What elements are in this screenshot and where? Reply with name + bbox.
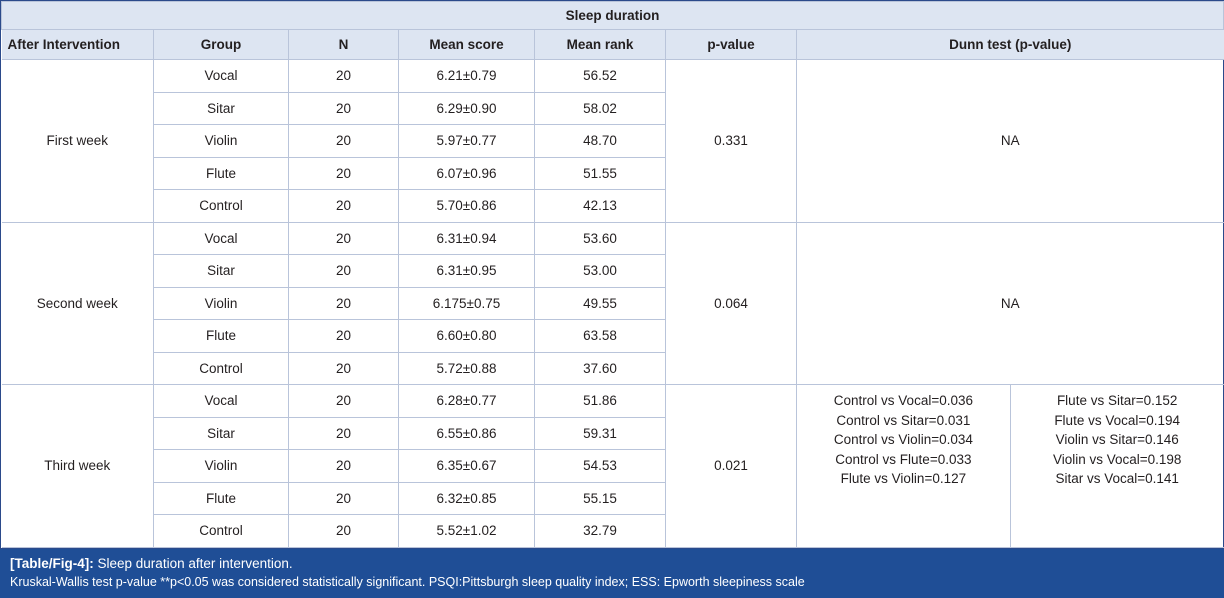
cell-mean-score: 6.21±0.79 [399,60,535,93]
cell-mean-score: 6.32±0.85 [399,482,535,515]
cell-n: 20 [289,320,399,353]
cell-mean-rank: 42.13 [535,190,666,223]
cell-mean-score: 6.31±0.95 [399,255,535,288]
cell-group: Vocal [154,385,289,418]
column-header-p-value: p-value [666,30,797,60]
block-label-second-week: Second week [2,222,154,385]
dunn-pair: Control vs Vocal=0.036 [833,393,973,408]
cell-mean-score: 5.52±1.02 [399,515,535,548]
dunn-pair: Flute vs Vocal=0.194 [1054,412,1181,428]
dunn-pair: Control vs Flute=0.033 [835,451,972,467]
cell-mean-score: 6.60±0.80 [399,320,535,353]
cell-group: Sitar [154,92,289,125]
column-header-after-intervention: After Intervention [2,30,154,60]
cell-mean-rank: 48.70 [535,125,666,158]
table-row [2,60,1224,93]
cell-n: 20 [289,255,399,288]
cell-n: 20 [289,125,399,158]
cell-n: 20 [289,417,399,450]
table-title: Sleep duration [2,2,1224,30]
block-label-third-week: Third week [2,385,154,548]
cell-mean-rank: 56.52 [535,60,666,93]
cell-mean-rank: 49.55 [535,287,666,320]
dunn-pair: Flute vs Sitar=0.152 [1056,393,1178,408]
cell-n: 20 [289,515,399,548]
cell-mean-rank: 54.53 [535,450,666,483]
table-row [2,385,1224,418]
cell-dunn-third-week [797,385,1224,548]
cell-mean-score: 6.55±0.86 [399,417,535,450]
cell-n: 20 [289,157,399,190]
dunn-pair: Violin vs Sitar=0.146 [1055,432,1179,448]
dunn-pair: Violin vs Vocal=0.198 [1052,451,1182,467]
column-header-mean-score: Mean score [399,30,535,60]
dunn-column-left [797,385,1011,547]
cell-group: Violin [154,125,289,158]
cell-group: Control [154,352,289,385]
cell-p-value-third-week: 0.021 [666,385,797,548]
cell-mean-rank: 55.15 [535,482,666,515]
cell-n: 20 [289,482,399,515]
cell-group: Control [154,190,289,223]
cell-mean-rank: 37.60 [535,352,666,385]
sleep-duration-table [1,1,1224,548]
cell-group: Vocal [154,60,289,93]
cell-n: 20 [289,450,399,483]
dunn-pair: Flute vs Violin=0.127 [840,471,967,487]
cell-n: 20 [289,190,399,223]
cell-n: 20 [289,222,399,255]
column-header-dunn-test: Dunn test (p-value) [797,30,1224,60]
cell-mean-rank: 32.79 [535,515,666,548]
cell-mean-score: 6.28±0.77 [399,385,535,418]
cell-p-value-first-week: 0.331 [666,60,797,223]
cell-mean-score: 6.29±0.90 [399,92,535,125]
cell-group: Control [154,515,289,548]
cell-group: Violin [154,450,289,483]
caption-title: Sleep duration after intervention. [97,555,293,571]
cell-mean-rank: 63.58 [535,320,666,353]
cell-mean-score: 5.72±0.88 [399,352,535,385]
cell-n: 20 [289,92,399,125]
dunn-pair: Control vs Sitar=0.031 [836,412,971,428]
cell-mean-score: 6.35±0.67 [399,450,535,483]
cell-n: 20 [289,352,399,385]
cell-mean-score: 6.07±0.96 [399,157,535,190]
cell-group: Flute [154,320,289,353]
cell-mean-rank: 51.86 [535,385,666,418]
cell-group: Violin [154,287,289,320]
dunn-pair: Control vs Violin=0.034 [833,432,973,448]
cell-group: Flute [154,482,289,515]
cell-mean-rank: 51.55 [535,157,666,190]
cell-dunn-second-week: NA [797,222,1224,385]
block-label-first-week: First week [2,60,154,223]
table-row [2,222,1224,255]
table-title-row [2,2,1224,30]
column-header-group: Group [154,30,289,60]
cell-p-value-second-week: 0.064 [666,222,797,385]
column-header-mean-rank: Mean rank [535,30,666,60]
cell-mean-score: 5.70±0.86 [399,190,535,223]
caption-footnote: Kruskal-Wallis test p-value **p<0.05 was considered statistically significant. PSQI:Pittsburgh sleep quality index; ESS: Epworth sleepiness scale [10,574,805,589]
cell-mean-rank: 59.31 [535,417,666,450]
cell-mean-rank: 53.00 [535,255,666,288]
caption-label: [Table/Fig-4]: [10,555,94,571]
cell-n: 20 [289,385,399,418]
cell-mean-score: 6.31±0.94 [399,222,535,255]
cell-n: 20 [289,287,399,320]
cell-mean-score: 6.175±0.75 [399,287,535,320]
table-caption [0,549,1224,598]
cell-group: Flute [154,157,289,190]
cell-group: Sitar [154,255,289,288]
table-header-row [2,30,1224,60]
cell-group: Vocal [154,222,289,255]
cell-dunn-first-week: NA [797,60,1224,223]
dunn-column-right [1011,385,1224,547]
cell-mean-rank: 58.02 [535,92,666,125]
cell-n: 20 [289,60,399,93]
column-header-n: N [289,30,399,60]
dunn-pair: Sitar vs Vocal=0.141 [1055,471,1179,487]
cell-mean-rank: 53.60 [535,222,666,255]
cell-group: Sitar [154,417,289,450]
cell-mean-score: 5.97±0.77 [399,125,535,158]
